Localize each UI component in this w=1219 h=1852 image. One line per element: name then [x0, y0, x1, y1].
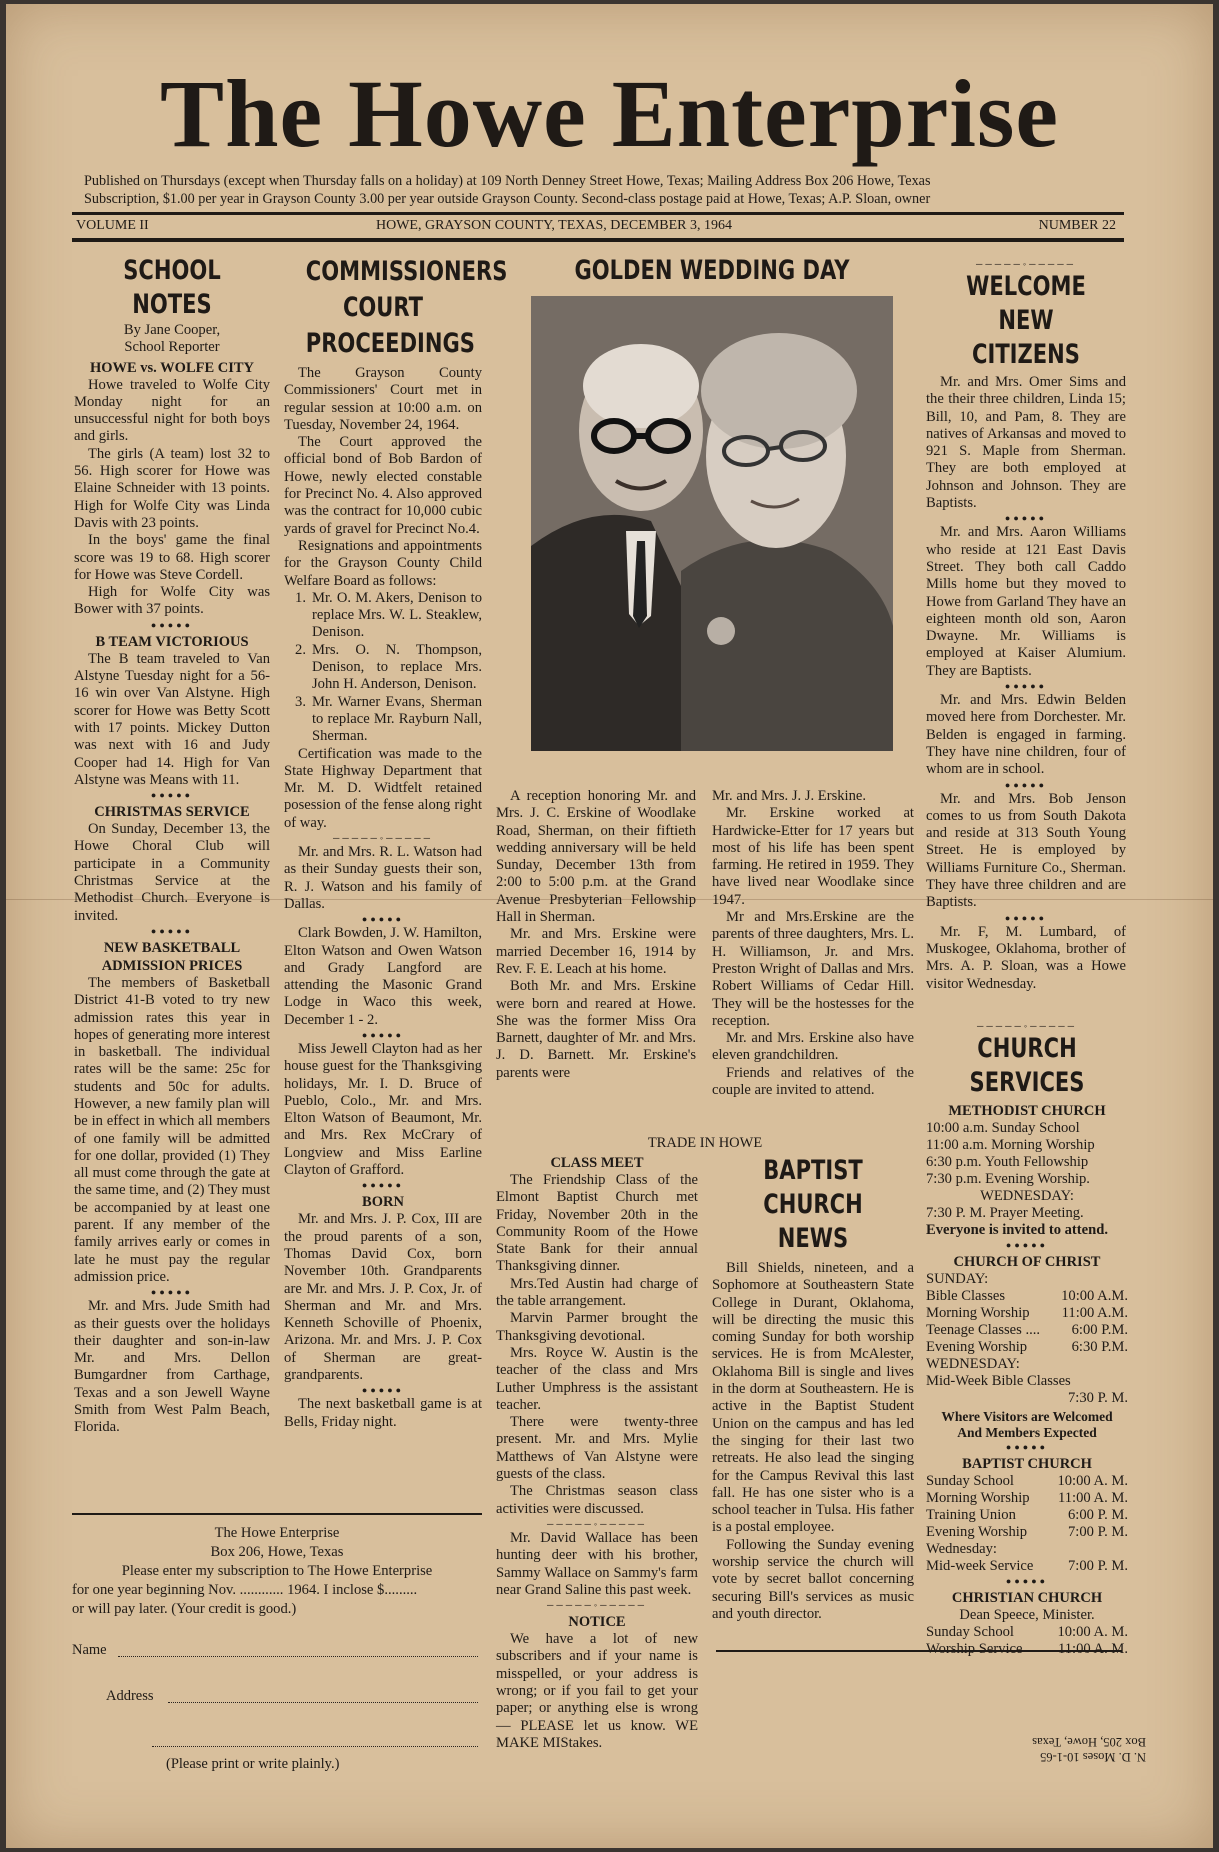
welcome-title-2: CITIZENS — [972, 339, 1080, 370]
name-field-line[interactable] — [118, 1656, 478, 1657]
commissioners-title-2: COURT — [342, 292, 424, 323]
dot-separator: ●●●●● — [150, 925, 194, 936]
welcome-column — [926, 258, 1126, 993]
newspaper-page — [6, 4, 1213, 1848]
church-services-title: CHURCH SERVICES — [969, 1033, 1085, 1098]
dot-separator: ●●●●● — [361, 914, 405, 925]
class-meet-column — [496, 1152, 698, 1752]
service-line: SUNDAY: — [926, 1271, 989, 1287]
paragraph: Mr. and Mrs. Erskine also have eleven grandchildren. — [712, 1030, 914, 1064]
paragraph: The Grayson County Commissioners' Court met in regular session at 10:00 a.m. on Tuesday, November 24, 1964. — [284, 365, 482, 433]
volume-label: VOLUME II — [76, 218, 149, 233]
commissioners-title-3: PROCEEDINGS — [305, 328, 475, 359]
ornament-separator: ─────◦───── — [547, 1600, 647, 1611]
section-heading: CHRISTIAN CHURCH — [951, 1590, 1103, 1606]
service-row: Mid-week Service 7:00 P. M. — [926, 1558, 1128, 1574]
paragraph: The B team traveled to Van Alstyne Tuesday night for a 56-16 win over Van Alstyne. High scorer for Howe was Betty Scott with 17 points. Mickey Dutton was next with 16 and Judy Cooper had 14. High for Van Alstyne was Means with 11. — [74, 650, 270, 788]
paragraph: Mr. David Wallace has been hunting deer with his brother, Sammy Wallace on Sammy's farm near Grand Saline this past week. — [496, 1529, 698, 1598]
form-footer: (Please print or write plainly.) — [166, 1756, 340, 1772]
paragraph: The girls (A team) lost 32 to 56. High scorer for Howe was Elaine Schneider with 13 points. High for Wolfe City was Linda Davis with 23 points. — [74, 445, 270, 531]
section-heading: CHURCH OF CHRIST — [953, 1254, 1101, 1270]
paragraph: Mr and Mrs.Erskine are the parents of three daughters, Mrs. L. H. Williamson, Jr. and Mrs. Preston Wright of Dallas and Mrs. Robert Williams of Cedar Hill. They will be the hostesses for the reception. — [712, 909, 914, 1029]
service-line: WEDNESDAY: — [926, 1356, 1020, 1372]
publication-info — [84, 172, 1124, 208]
service-row: Morning Worship 11:00 A.M. — [926, 1305, 1128, 1321]
masthead-rule-bottom — [72, 238, 1124, 242]
paragraph: High for Wolfe City was Bower with 37 points. — [74, 584, 270, 618]
paragraph: Mr. and Mrs. Aaron Williams who reside at 121 East Davis Street. They both call Caddo Mills home but they moved to Howe from Garland They have an eighteen month old son, Aaron Dwayne. Mr. Williams is employed at Kaiser Alumium. They are Baptists. — [926, 524, 1126, 679]
paragraph: The Christmas season class activities were discussed. — [496, 1483, 698, 1517]
golden-wedding-col-2 — [712, 788, 914, 1099]
paragraph: The members of Basketball District 41-B voted to try new admission rates this year in hopes of generating more interest in basketball. The individual rates will be the same: 25c for students and 50c for adults. However, a new family plan will be in effect in which all members of one family will be admitted for one dollar, provided (1) They all must come through the gate at the same time, and (2) They must be accompanied by at least one parent. If any member of the family arrives early or comes in late he must pay the regular admission price. — [74, 974, 270, 1285]
paragraph: Mr. Erskine worked at Hardwicke-Etter for 17 years but most of his life has been spent farming. He retired in 1959. They have lived near Woodlake since 1947. — [712, 805, 914, 908]
subscription-form — [72, 1524, 482, 1619]
paragraph: Mr. and Mrs. Jude Smith had as their guests over the holidays their daughter and son-in-law Mr. and Mrs. Dellon Bumgardner from Carthage, Texas and a son Jewell Wayne Smith from West Palm Beach, Florida. — [74, 1298, 270, 1436]
mailing-label-line-1: N. D. Moses 10-1-65 — [1040, 1750, 1146, 1764]
paragraph: Both Mr. and Mrs. Erskine were born and reared at Howe. She was the former Miss Ora Barnett, daughter of Mr. and Mrs. J. D. Barnett. Mr. Erskine's parents were — [496, 978, 696, 1081]
paragraph: A reception honoring Mr. and Mrs. J. C. Erskine of Woodlake Road, Sherman, on their fiftieth wedding anniversary will be held Sunday, December 13th from 2:00 to 5:00 p.m. at the Grand Avenue Presbyterian Fellowship Hall in Sherman. — [496, 788, 696, 926]
dateline-text: HOWE, GRAYSON COUNTY, TEXAS, DECEMBER 3, 1964 — [376, 218, 732, 233]
service-line: 7:30 P. M. Prayer Meeting. — [926, 1205, 1084, 1221]
ornament-separator: ─────◦───── — [976, 259, 1076, 269]
paragraph: Miss Jewell Clayton had as her house guest for the Thanksgiving holidays, Mr. I. D. Bruce of Pueblo, Colo., Mr. and Mrs. Elton Watson of Beaumont, Mr. and Mrs. Rex McCrary of Longview and Miss Earline Clayton of Grafford. — [284, 1040, 482, 1179]
paragraph: Friends and relatives of the couple are invited to attend. — [712, 1064, 914, 1099]
form-address: Box 206, Howe, Texas — [210, 1544, 344, 1560]
form-line: or will pay later. (Your credit is good.) — [72, 1601, 297, 1617]
dot-separator: ●●●●● — [150, 790, 194, 801]
church-services-column — [926, 1020, 1128, 1658]
service-row: Bible Classes 10:00 A.M. — [926, 1288, 1128, 1304]
service-line: Dean Speece, Minister. — [959, 1607, 1095, 1623]
dot-separator: ●●●●● — [1004, 779, 1048, 790]
byline-role: School Reporter — [124, 339, 220, 356]
golden-wedding-col-1 — [496, 788, 696, 1082]
commissioners-title-1: COMMISSIONERS — [305, 256, 508, 287]
school-notes-title: SCHOOL NOTES — [123, 255, 221, 320]
section-heading: NEW BASKETBALL — [103, 939, 241, 956]
service-row: Training Union 6:00 P. M. — [926, 1507, 1128, 1523]
paragraph: Mr. and Mrs. Omer Sims and the their three children, Linda 15; Bill, 10, and Pam, 8. They are natives of Arkansas and moved to 921 S. Maple from Sherman. They are both employed at Johnson and Johnson. They are Baptists. — [926, 374, 1126, 512]
dot-separator: ●●●●● — [361, 1029, 405, 1040]
dot-separator: ●●●●● — [1004, 681, 1048, 692]
section-heading: CHRISTMAS SERVICE — [94, 804, 250, 821]
section-heading: ADMISSION PRICES — [101, 957, 243, 974]
paragraph: The next basketball game is at Bells, Friday night. — [284, 1396, 482, 1430]
dot-separator: ●●●●● — [361, 1385, 405, 1396]
paragraph: Clark Bowden, J. W. Hamilton, Elton Watson and Owen Watson and Grady Langford are attending the Masonic Grand Lodge in Waco this week, December 1 - 2. — [284, 925, 482, 1028]
paragraph: Resignations and appointments for the Grayson County Child Welfare Board as follows: — [284, 537, 482, 589]
masthead-title: The Howe Enterprise — [160, 60, 1059, 167]
section-heading: NOTICE — [568, 1614, 626, 1631]
dateline-bar — [72, 216, 1124, 236]
paragraph: Mrs.Ted Austin had charge of the table arrangement. — [496, 1275, 698, 1310]
service-line: 10:00 a.m. Sunday School — [926, 1120, 1080, 1136]
dot-separator: ●●●●● — [1004, 912, 1048, 923]
paragraph: Following the Sunday evening worship service the church will vote by secret ballot concerning securing Bill's services as music and youth director. — [712, 1536, 914, 1622]
couple-photo — [531, 296, 893, 751]
mailing-label-line-2: Box 205, Howe, Texas — [1032, 1735, 1146, 1749]
list-item: 2. Mrs. O. N. Thompson, Denison, to replace Mrs. John H. Anderson, Denison. — [295, 641, 482, 693]
service-line: Mid-Week Bible Classes — [926, 1373, 1071, 1389]
pub-line-1: Published on Thursdays (except when Thursday falls on a holiday) at 109 North Denney Street Howe, Texas; Mailing Address Box 206 Howe, Texas — [84, 173, 931, 189]
address-field-line[interactable] — [168, 1702, 478, 1703]
paragraph: Mr. and Mrs. Bob Jenson comes to us from South Dakota and reside at 313 South Young Street. He is employed by Williams Furniture Co., Sherman. They have three children and are Baptists. — [926, 790, 1126, 911]
paragraph: Mr. and Mrs. Erskine were married December 16, 1914 by Rev. F. E. Leach at his home. — [496, 926, 696, 977]
service-note: And Members Expected — [957, 1425, 1097, 1440]
dot-separator: ●●●●● — [150, 1287, 194, 1298]
section-heading: B TEAM VICTORIOUS — [95, 633, 249, 650]
masthead-rule-top — [72, 212, 1124, 215]
paragraph: The Court approved the official bond of Bob Bardon of Howe, newly elected constable for Precinct No. 4. Also approved was the contract for 10,000 cubic yards of gravel for Precinct No.4. — [284, 434, 482, 537]
pub-line-2: Subscription, $1.00 per year in Grayson County 3.00 per year outside Grayson County. Second-class postage paid at Howe, Texas; A.P. Sloan, owner — [84, 191, 931, 207]
dot-separator: ●●●●● — [1005, 1576, 1049, 1586]
paragraph: The Friendship Class of the Elmont Baptist Church met Friday, November 20th in the Community Room of the Howe State Bank for their annual Thanksgiving dinner. — [496, 1172, 698, 1275]
paragraph: We have a lot of new subscribers and if your name is misspelled, or your address is wrong; or if you fail to get your paper; or anything else is wrong — PLEASE let us know. WE MAKE MIStakes. — [496, 1631, 698, 1751]
paragraph: There were twenty-three present. Mr. and Mrs. Mylie Matthews of Van Alstyne were guests of the class. — [496, 1414, 698, 1483]
baptist-news-title-2: CHURCH NEWS — [763, 1189, 863, 1254]
byline-name: By Jane Cooper, — [123, 322, 221, 338]
service-row: Evening Worship 6:30 P.M. — [926, 1339, 1128, 1355]
dot-separator: ●●●●● — [361, 1180, 405, 1191]
service-line: 7:30 p.m. Evening Worship. — [926, 1171, 1090, 1187]
section-heading: HOWE vs. WOLFE CITY — [89, 359, 255, 376]
form-line: Please enter my subscription to The Howe Enterprise — [121, 1563, 433, 1579]
paragraph: Howe traveled to Wolfe City Monday night for an unsuccessful night for both boys and girls. — [74, 376, 270, 445]
dot-separator: ●●●●● — [1005, 1240, 1049, 1250]
baptist-news-title-1: BAPTIST — [763, 1155, 863, 1186]
school-notes-column — [74, 254, 270, 1437]
paragraph: Mr. and Mrs. J. P. Cox, III are the proud parents of a son, Thomas David Cox, born November 10th. Grandparents are Mr. and Mrs. J. P. Cox, Jr. of Sherman and Mr. and Mrs. Kenneth Schoville of Phoenix, Arizona. Mr. and Mrs. J. P. Cox of Sherman are great-grandparents. — [284, 1211, 482, 1384]
paragraph: Certification was made to the State Highway Department that Mr. M. D. Widtfelt retained posession of the fense along right of way. — [284, 745, 482, 831]
service-row: Sunday School 10:00 A. M. — [926, 1624, 1128, 1640]
golden-wedding-title: GOLDEN WEDDING DAY — [574, 255, 850, 286]
paragraph: Mr. and Mrs. Edwin Belden moved here from Dorchester. Mr. Belden is engaged in farming. They have nine children, four of whom are in school. — [926, 692, 1126, 778]
mailing-label — [946, 1734, 1146, 1764]
subscription-rule — [72, 1513, 482, 1515]
issue-number: NUMBER 22 — [1038, 218, 1116, 233]
list-item: 1. Mr. O. M. Akers, Denison to replace Mrs. W. L. Steaklew, Denison. — [295, 589, 482, 641]
paragraph: Mr. and Mrs. J. J. Erskine. — [712, 788, 867, 804]
service-line: 6:30 p.m. Youth Fellowship — [926, 1154, 1089, 1170]
dot-separator: ●●●●● — [1005, 1442, 1049, 1452]
trade-in-howe: TRADE IN HOWE — [647, 1135, 763, 1151]
paragraph: Mr. F, M. Lumbard, of Muskogee, Oklahoma, brother of Mrs. A. P. Sloan, was a Howe visitor Wednesday. — [926, 923, 1126, 992]
service-line: Wednesday: — [926, 1541, 997, 1557]
service-note: Where Visitors are Welcomed — [941, 1409, 1113, 1424]
paragraph: Mrs. Royce W. Austin is the teacher of the class and Mrs Luther Umphress is the assistant teacher. — [496, 1344, 698, 1413]
paragraph: In the boys' game the final score was 19 to 68. High scorer for Howe was Steve Cordell. — [74, 532, 270, 583]
couple-photo-image — [531, 296, 893, 751]
baptist-news-column — [712, 1154, 914, 1623]
dot-separator: ●●●●● — [150, 619, 194, 630]
section-heading: BAPTIST CHURCH — [962, 1456, 1092, 1472]
service-row: Worship Service 11:00 A. M. — [926, 1641, 1128, 1657]
section-heading: BORN — [362, 1194, 404, 1211]
form-line: for one year beginning Nov. ............ 1964. I inclose $......... — [72, 1582, 418, 1598]
commissioners-column — [284, 254, 508, 1431]
section-heading: METHODIST CHURCH — [948, 1103, 1106, 1119]
service-line: 7:30 P. M. — [1067, 1390, 1128, 1406]
address-label: Address — [106, 1688, 154, 1704]
service-line: WEDNESDAY: — [980, 1188, 1074, 1204]
paragraph: On Sunday, December 13, the Howe Choral Club will participate in a Community Christmas Service at the Methodist Church. Everyone is invited. — [74, 821, 270, 924]
service-line: Everyone is invited to attend. — [926, 1222, 1109, 1238]
form-publication-name: The Howe Enterprise — [214, 1525, 340, 1541]
dot-separator: ●●●●● — [1004, 513, 1048, 524]
paragraph: Marvin Parmer brought the Thanksgiving devotional. — [496, 1310, 698, 1344]
service-row: Sunday School 10:00 A. M. — [926, 1473, 1128, 1489]
section-heading: CLASS MEET — [550, 1155, 644, 1171]
welcome-title-1: WELCOME NEW — [966, 271, 1086, 336]
ornament-separator: ─────◦───── — [547, 1518, 647, 1529]
service-line: 11:00 a.m. Morning Worship — [926, 1137, 1095, 1153]
service-row: Teenage Classes .... 6:00 P.M. — [926, 1322, 1128, 1338]
ornament-separator: ─────◦───── — [977, 1021, 1077, 1031]
list-item: 3. Mr. Warner Evans, Sherman to replace Mr. Rayburn Nall, Sherman. — [295, 693, 482, 745]
name-label: Name — [72, 1642, 107, 1658]
service-row: Morning Worship 11:00 A. M. — [926, 1490, 1128, 1506]
ornament-separator: ─────◦───── — [333, 833, 433, 844]
address-field-line-2[interactable] — [152, 1746, 478, 1747]
service-row: Evening Worship 7:00 P. M. — [926, 1524, 1128, 1540]
paragraph: Mr. and Mrs. R. L. Watson had as their Sunday guests their son, R. J. Watson and his family of Dallas. — [284, 844, 482, 912]
paragraph: Bill Shields, nineteen, and a Sophomore at Southeastern State College in Durant, Oklahoma, will be directing the music this coming Sunday for both worship services. He is from McAlester, Oklahoma Bill is single and lives in the dorm at Southeastern. He is active in the Baptist Student Union on the campus and has led the singing for their last two retreats. He also lead the singing for the Campus Revival this last fall. He has one sister who is a school teacher in Tulsa. His father is a postal employee. — [712, 1260, 914, 1536]
